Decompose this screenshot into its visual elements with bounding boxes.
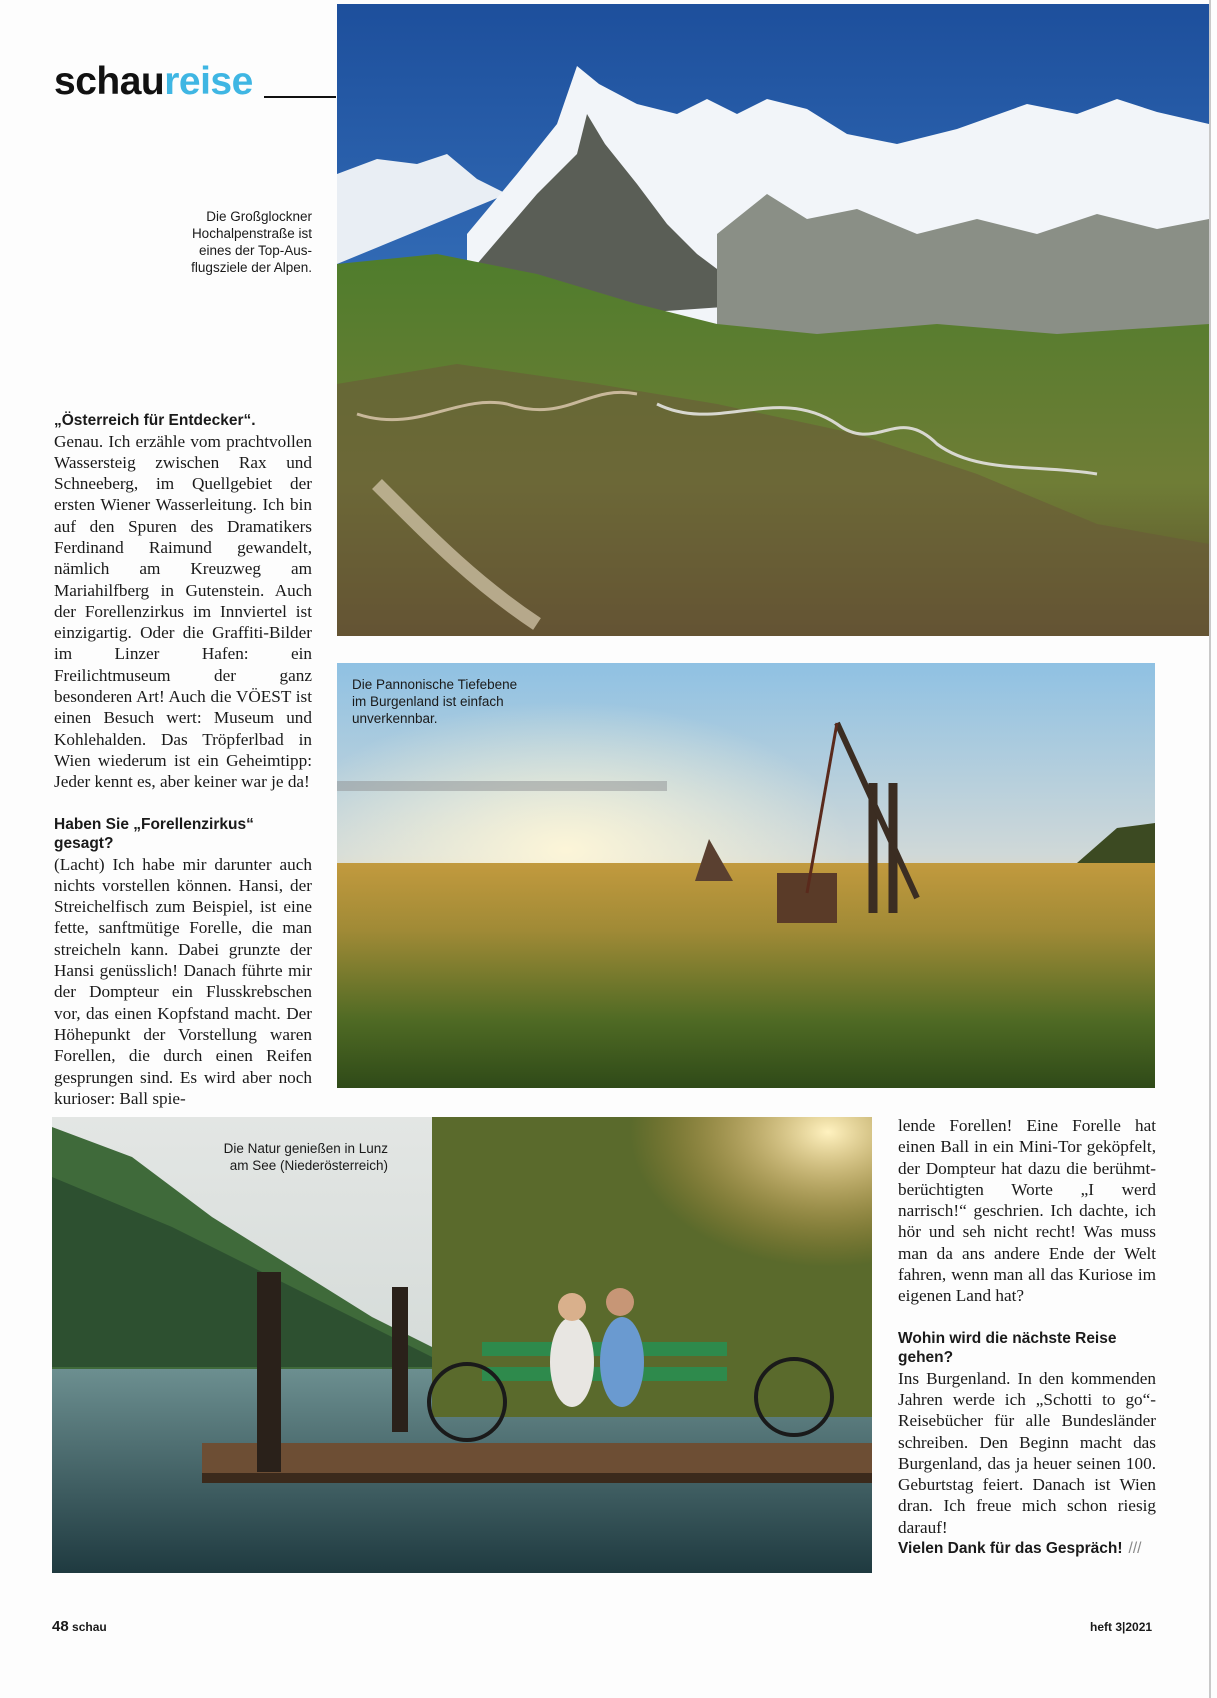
page-edge [1209,0,1211,1698]
caption-line: im Burgenland ist einfach [352,694,504,709]
footer-issue: heft 3|2021 [1090,1620,1153,1634]
photo-lunz-am-see [52,1117,872,1573]
caption-line: Die Großglockner [206,209,312,224]
section-title [54,62,253,101]
section-title-part-2: reise [164,60,253,103]
answer-paragraph: Ins Burgenland. In den kommenden Jahren werde ich „Schotti to go“-Reisebücher für alle Bundesländer schreiben. Den Beginn macht das Burgenland, das ja heuer seinen 100. Geburtstag feiert. Danach ist Wien dran. Ich freue mich schon riesig darauf! [898,1368,1156,1537]
photo-grossglockner [337,4,1209,636]
caption-line: Die Natur genießen in Lunz [223,1141,388,1156]
closing-line [898,1538,1156,1559]
magazine-name: schau [72,1620,107,1634]
answer-paragraph: (Lacht) Ich habe mir darunter auch nichts vorstellen können. Hansi, der Streichelfisch zum Beispiel, ist eine fette, sanftmütige Forelle, die man streicheln kann. Dabei grunzte der Hansi genüsslich! Danach führte mir der Dompteur ein Flusskrebschen vor, das einen Kopfstand macht. Der Höhepunkt der Vorstellung waren Forellen, die durch einen Reifen gesprungen sind. Es wird aber noch kurioser: Ball spie- [54,854,312,1108]
title-rule [264,96,336,98]
article-column-right [898,1115,1156,1559]
page-number: 48 [52,1618,69,1635]
caption-line: eines der Top-Aus- [198,243,312,258]
section-title-part-1: schau [54,60,165,103]
caption-line: Die Pannonische Tiefebene [352,677,518,692]
footer-page-info [52,1618,107,1635]
answer-paragraph: Genau. Ich erzähle vom prachtvollen Wassersteig zwischen Rax und Schneeberg, im Quellgebiet der ersten Wiener Wasserleitung. Ich bin auf den Spuren des Dramatikers Ferdinand Raimund gewandelt, nämlich am Kreuzweg am Mariahilfberg in Gutenstein. Auch der Forellenzirkus im Innviertel ist einzigartig. Oder die Graffiti-Bilder im Linzer Hafen: ein Freilichtmuseum der ganz besonderen Art! Auch die VÖEST ist einen Besuch wert: Museum und Kohlehalden. Das Tröpferlbad in Wien wiederum ist ein Geheimtipp: Jeder kennt es, aber keiner war je da! [54,431,312,792]
end-mark: /// [1128,1540,1142,1558]
closing-text: Vielen Dank für das Gespräch! [898,1540,1123,1558]
question-heading: Haben Sie „Forellenzirkus“ gesagt? [54,815,254,853]
question-heading: Wohin wird die nächste Reise gehen? [898,1329,1117,1367]
caption-line: am See (Niederösterreich) [229,1158,388,1173]
caption-grossglockner [150,208,312,276]
caption-line: unverkennbar. [352,711,438,726]
caption-pannonische-tiefebene [352,676,582,727]
question-heading: „Österreich für Entdecker“. [54,412,256,429]
caption-lunz-am-see [178,1140,388,1174]
caption-line: flugsziele der Alpen. [191,260,312,275]
caption-line: Hochalpenstraße ist [191,226,312,241]
article-column-left [54,411,312,1109]
answer-paragraph: lende Forellen! Eine Forelle hat einen Ball in ein Mini-Tor geköpfelt, der Dompteur hat dazu die berühmt-berüchtigten Worte „I werd narrisch!“ geschrien. Ich dachte, ich hör und seh nicht recht! Was muss man da ans andere Ende der Welt fahren, wenn man all das Kuriose im eigenen Land hat? [898,1116,1156,1306]
